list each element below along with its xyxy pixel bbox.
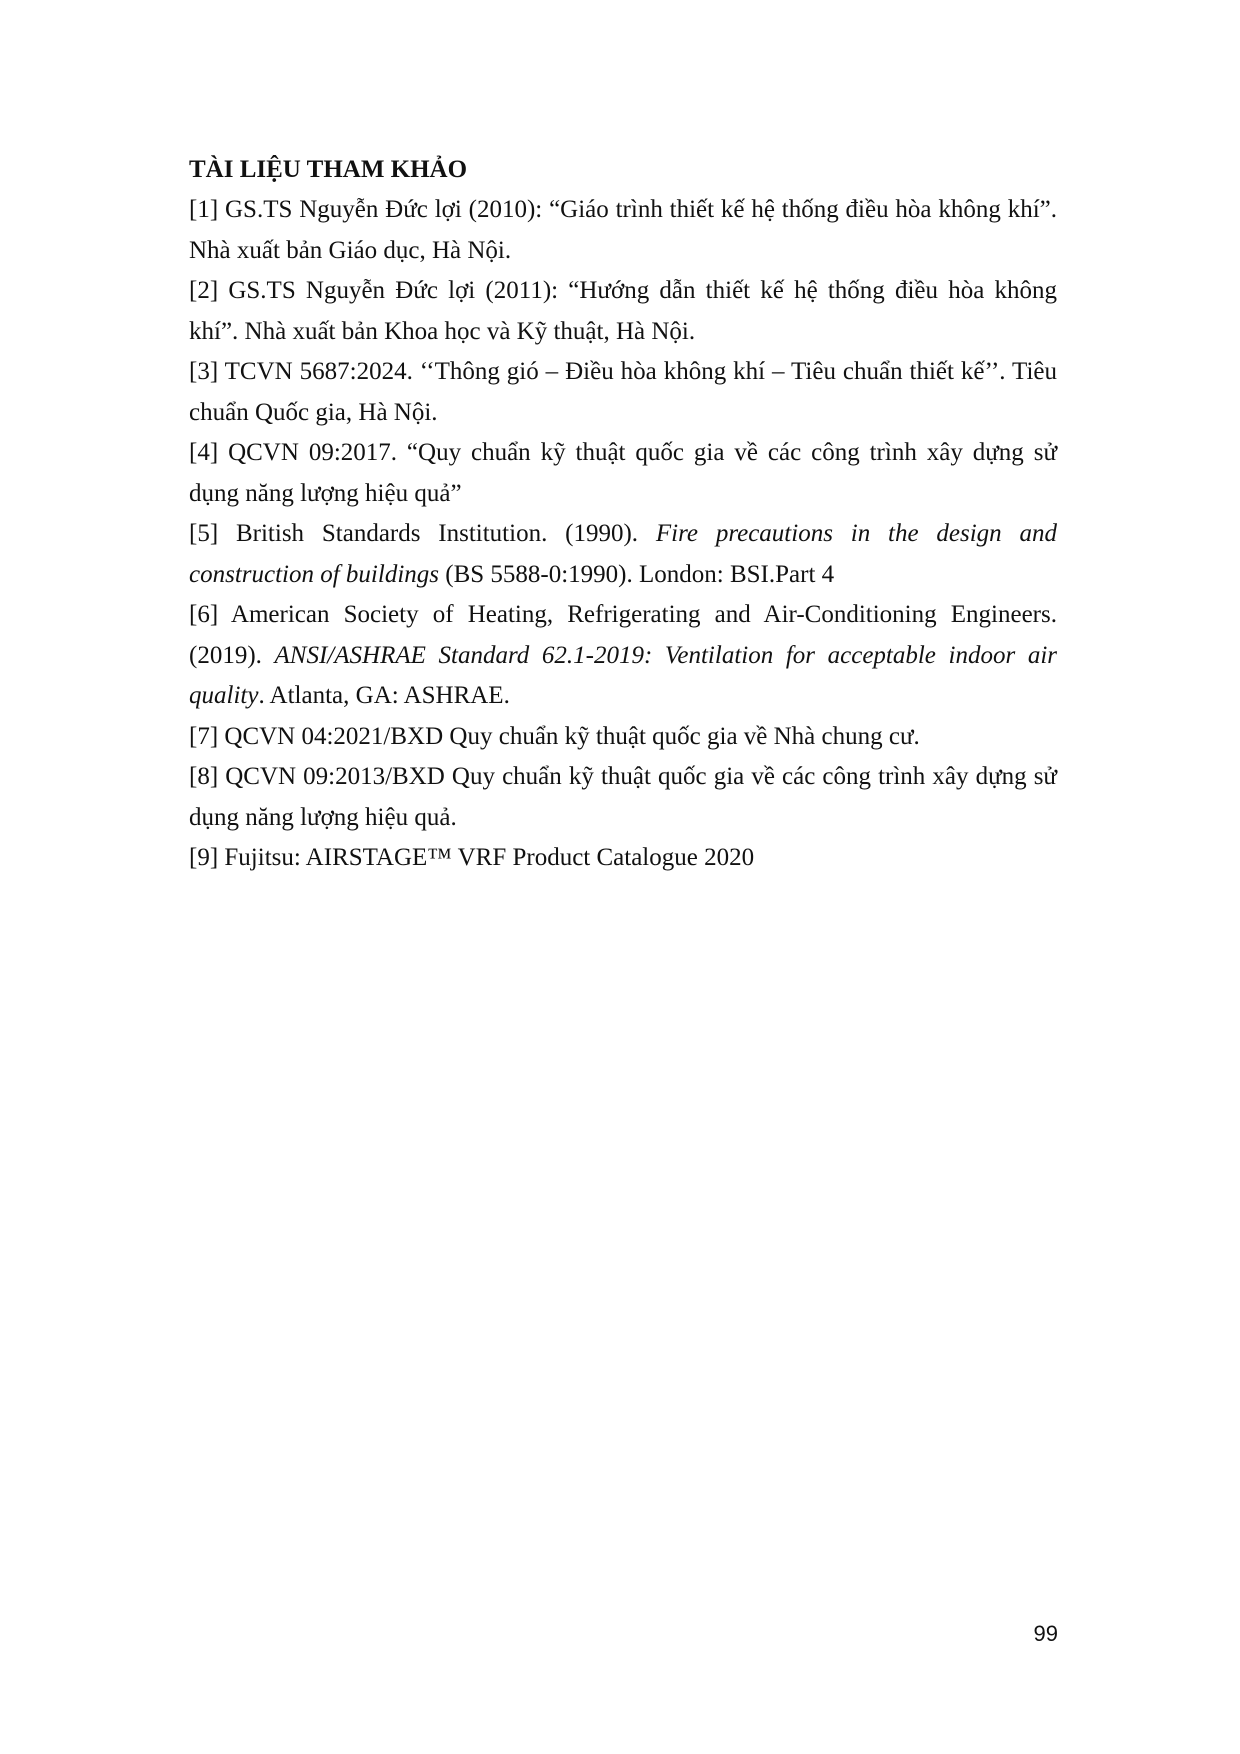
reference-text: . Atlanta, GA: ASHRAE.: [258, 682, 510, 709]
reference-item-9: [189, 838, 1057, 879]
reference-item-3: [189, 352, 1057, 433]
references-section: [189, 150, 1057, 879]
reference-text: [8] QCVN 09:2013/BXD Quy chuẩn kỹ thuật quốc gia về các công trình xây dựng sử dụng năng lượng hiệu quả.: [189, 763, 1057, 831]
reference-item-7: [189, 717, 1057, 758]
reference-title-italic: Fire precautions in the design and construction of buildings: [189, 520, 1057, 588]
reference-text: [6] American Society of Heating, Refrigerating and Air-Conditioning Engineers. (2019).: [189, 601, 1057, 669]
page-number: 99: [1033, 1621, 1058, 1646]
reference-text: [7] QCVN 04:2021/BXD Quy chuẩn kỹ thuật quốc gia về Nhà chung cư.: [189, 722, 920, 750]
reference-text: [4] QCVN 09:2017. “Quy chuẩn kỹ thuật quốc gia về các công trình xây dựng sử dụng năng lượng hiệu quả”: [189, 439, 1057, 507]
reference-item-1: [189, 190, 1057, 271]
reference-list: [189, 190, 1057, 879]
reference-text: [5] British Standards Institution. (1990).: [189, 520, 656, 547]
reference-text: [9] Fujitsu: AIRSTAGE™ VRF Product Catalogue 2020: [189, 844, 755, 871]
reference-item-4: [189, 433, 1057, 514]
references-heading: TÀI LIỆU THAM KHẢO: [189, 156, 468, 183]
reference-item-5: [189, 514, 1057, 595]
reference-text: [1] GS.TS Nguyễn Đức lợi (2010): “Giáo trình thiết kế hệ thống điều hòa không khí”. Nhà xuất bản Giáo dục, Hà Nội.: [189, 196, 1057, 264]
reference-text: [3] TCVN 5687:2024. ‘‘Thông gió – Điều hòa không khí – Tiêu chuẩn thiết kế’’. Tiêu chuẩn Quốc gia, Hà Nội.: [189, 358, 1057, 426]
reference-item-6: [189, 595, 1057, 717]
reference-text: [2] GS.TS Nguyễn Đức lợi (2011): “Hướng dẫn thiết kế hệ thống điều hòa không khí”. Nhà xuất bản Khoa học và Kỹ thuật, Hà Nội.: [189, 277, 1057, 345]
reference-text: (BS 5588-0:1990). London: BSI.Part 4: [439, 560, 835, 588]
reference-item-8: [189, 757, 1057, 838]
reference-item-2: [189, 271, 1057, 352]
reference-title-italic: ANSI/ASHRAE Standard 62.1-2019: Ventilation for acceptable indoor air quality: [189, 641, 1057, 709]
